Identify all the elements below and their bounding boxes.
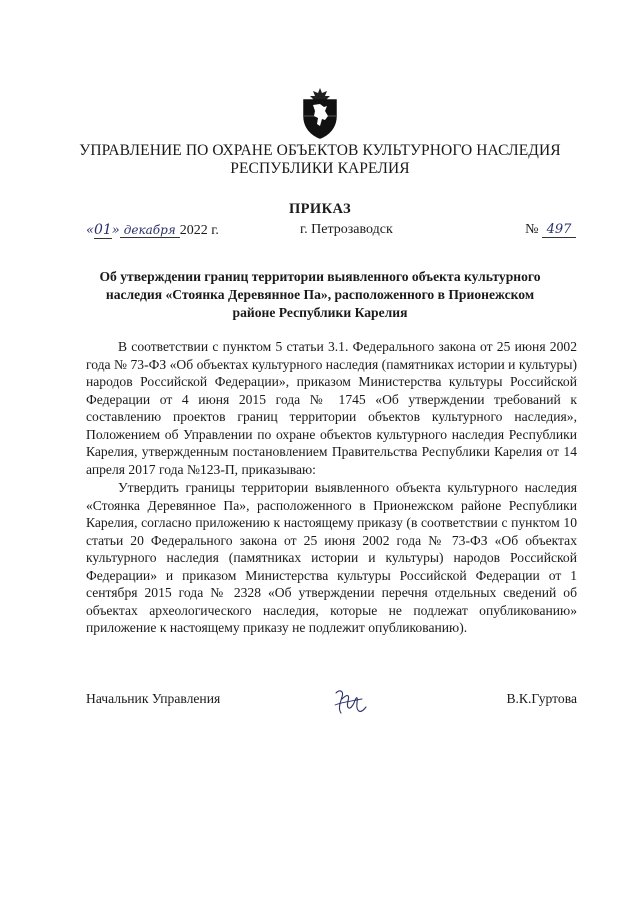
document-type: ПРИКАЗ bbox=[288, 201, 352, 217]
document-title: Об утверждении границ территории выявленного объекта культурного наследия «Стоянка Деревянное Па», расположенного в Прионежском районе Республики Карелия bbox=[99, 269, 541, 320]
signature-block bbox=[86, 691, 577, 715]
date-open-quote: « bbox=[86, 223, 94, 238]
karelia-coat-of-arms-icon bbox=[298, 86, 342, 140]
document-date bbox=[86, 222, 219, 239]
document-number bbox=[525, 222, 576, 238]
date-close-quote: » bbox=[111, 223, 120, 238]
date-year: 2022 г. bbox=[179, 223, 219, 238]
signatory-position: Начальник Управления bbox=[86, 691, 221, 706]
signatory-name: В.К.Гуртова bbox=[506, 691, 577, 706]
handwritten-signature-icon bbox=[332, 685, 370, 719]
order-paragraph: Утвердить границы территории выявленного объекта культурного наследия «Стоянка Деревянное Па», расположенного в Прионежском районе Республики Карелия, согласно приложению к настоящему приказу (в соответствии с пунктом 10 статьи 20 Федерального закона от 25 июня 2002 года № 73-ФЗ «Об объектах культурного наследия (памятниках истории и культуры) народов Российской Федерации» и приказом Министерства культуры Российской Федерации от 1 сентября 2015 года № 2328 «Об утверждении перечня отдельных сведений об объектах археологического наследия, которые не подлежат опубликованию» приложение к настоящему приказу не подлежит опубликованию). bbox=[86, 480, 577, 635]
date-day: 01 bbox=[93, 222, 112, 238]
date-month: декабря bbox=[120, 223, 180, 238]
date-number-line bbox=[86, 222, 576, 244]
document-city: г. Петрозаводск bbox=[300, 222, 393, 237]
preamble-paragraph: В соответствии с пунктом 5 статьи 3.1. Федерального закона от 25 июня 2002 года № 73-ФЗ «Об объектах культурного наследия (памятниках истории и культуры) народов Российской Федерации», приказом Министерства культуры Российской Федерации от 4 июня 2015 года № 1745 «Об утверждении требований к составлению проектов границ территории объектов культурного наследия», Положением об Управлении по охране объектов культурного наследия Республики Карелия, утвержденным постановлением Правительства Республики Карелия от 14 апреля 2017 года №123-П, приказываю: bbox=[86, 339, 577, 477]
organization-name bbox=[0, 142, 640, 178]
organization-name-line2: РЕСПУБЛИКИ КАРЕЛИЯ bbox=[230, 160, 410, 177]
organization-name-line1: УПРАВЛЕНИЕ ПО ОХРАНЕ ОБЪЕКТОВ КУЛЬТУРНОГО НАСЛЕДИЯ bbox=[79, 142, 561, 159]
number-value: 497 bbox=[542, 222, 576, 238]
number-label: № bbox=[525, 222, 539, 237]
